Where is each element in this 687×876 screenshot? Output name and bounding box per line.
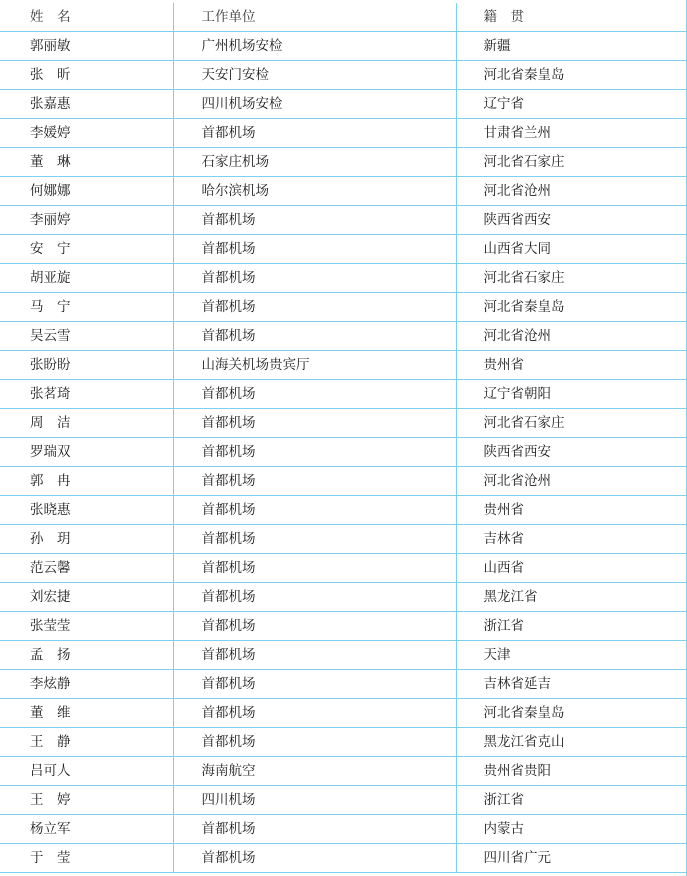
cell-workplace: 首都机场 bbox=[173, 525, 456, 554]
cell-workplace: 首都机场 bbox=[173, 322, 456, 351]
table-row bbox=[0, 235, 686, 264]
table-row bbox=[0, 496, 686, 525]
cell-workplace: 首都机场 bbox=[173, 467, 456, 496]
table-row bbox=[0, 293, 686, 322]
cell-hometown: 河北省石家庄 bbox=[456, 409, 686, 438]
cell-workplace: 首都机场 bbox=[173, 119, 456, 148]
cell-workplace: 首都机场 bbox=[173, 728, 456, 757]
table-row bbox=[0, 728, 686, 757]
table-row bbox=[0, 177, 686, 206]
table-row bbox=[0, 322, 686, 351]
cell-name: 张嘉惠 bbox=[0, 90, 173, 119]
roster-table bbox=[0, 3, 686, 873]
cell-hometown: 河北省石家庄 bbox=[456, 264, 686, 293]
header-row bbox=[0, 3, 686, 32]
table-row bbox=[0, 583, 686, 612]
table-row bbox=[0, 148, 686, 177]
cell-hometown: 河北省秦皇岛 bbox=[456, 699, 686, 728]
cell-workplace: 首都机场 bbox=[173, 264, 456, 293]
cell-hometown: 河北省沧州 bbox=[456, 322, 686, 351]
cell-name: 杨立军 bbox=[0, 815, 173, 844]
cell-name: 张莹莹 bbox=[0, 612, 173, 641]
cell-hometown: 天津 bbox=[456, 641, 686, 670]
table-row bbox=[0, 32, 686, 61]
cell-name: 范云馨 bbox=[0, 554, 173, 583]
table-row bbox=[0, 554, 686, 583]
table-row bbox=[0, 467, 686, 496]
cell-hometown: 河北省秦皇岛 bbox=[456, 61, 686, 90]
cell-workplace: 四川机场安检 bbox=[173, 90, 456, 119]
cell-name: 刘宏捷 bbox=[0, 583, 173, 612]
cell-workplace: 首都机场 bbox=[173, 496, 456, 525]
table-row bbox=[0, 670, 686, 699]
table-row bbox=[0, 757, 686, 786]
cell-name: 周 洁 bbox=[0, 409, 173, 438]
cell-name: 于 莹 bbox=[0, 844, 173, 873]
cell-hometown: 辽宁省 bbox=[456, 90, 686, 119]
cell-hometown: 吉林省 bbox=[456, 525, 686, 554]
cell-name: 王 婷 bbox=[0, 786, 173, 815]
cell-hometown: 辽宁省朝阳 bbox=[456, 380, 686, 409]
cell-name: 孟 扬 bbox=[0, 641, 173, 670]
cell-name: 吕可人 bbox=[0, 757, 173, 786]
cell-name: 何娜娜 bbox=[0, 177, 173, 206]
cell-name: 董 琳 bbox=[0, 148, 173, 177]
cell-name: 董 维 bbox=[0, 699, 173, 728]
cell-hometown: 内蒙古 bbox=[456, 815, 686, 844]
cell-hometown: 河北省秦皇岛 bbox=[456, 293, 686, 322]
cell-name: 郭 冉 bbox=[0, 467, 173, 496]
header-hometown: 籍 贯 bbox=[456, 3, 686, 32]
cell-workplace: 首都机场 bbox=[173, 670, 456, 699]
table-row bbox=[0, 90, 686, 119]
cell-workplace: 四川机场 bbox=[173, 786, 456, 815]
cell-name: 张 昕 bbox=[0, 61, 173, 90]
cell-hometown: 黑龙江省 bbox=[456, 583, 686, 612]
cell-hometown: 贵州省 bbox=[456, 351, 686, 380]
roster-body bbox=[0, 3, 686, 873]
cell-hometown: 吉林省延吉 bbox=[456, 670, 686, 699]
cell-name: 张晓惠 bbox=[0, 496, 173, 525]
cell-workplace: 首都机场 bbox=[173, 438, 456, 467]
cell-hometown: 浙江省 bbox=[456, 612, 686, 641]
table-row bbox=[0, 264, 686, 293]
cell-hometown: 贵州省贵阳 bbox=[456, 757, 686, 786]
cell-name: 孙 玥 bbox=[0, 525, 173, 554]
cell-name: 张茗琦 bbox=[0, 380, 173, 409]
cell-workplace: 首都机场 bbox=[173, 815, 456, 844]
cell-name: 郭丽敏 bbox=[0, 32, 173, 61]
table-row bbox=[0, 815, 686, 844]
cell-hometown: 新疆 bbox=[456, 32, 686, 61]
table-row bbox=[0, 525, 686, 554]
cell-name: 马 宁 bbox=[0, 293, 173, 322]
cell-workplace: 首都机场 bbox=[173, 554, 456, 583]
cell-name: 李炫静 bbox=[0, 670, 173, 699]
cell-workplace: 天安门安检 bbox=[173, 61, 456, 90]
cell-workplace: 石家庄机场 bbox=[173, 148, 456, 177]
table-row bbox=[0, 409, 686, 438]
cell-name: 张盼盼 bbox=[0, 351, 173, 380]
cell-workplace: 首都机场 bbox=[173, 235, 456, 264]
table-row bbox=[0, 206, 686, 235]
cell-hometown: 陕西省西安 bbox=[456, 206, 686, 235]
cell-hometown: 山西省 bbox=[456, 554, 686, 583]
cell-workplace: 首都机场 bbox=[173, 293, 456, 322]
cell-hometown: 贵州省 bbox=[456, 496, 686, 525]
cell-workplace: 广州机场安检 bbox=[173, 32, 456, 61]
cell-name: 王 静 bbox=[0, 728, 173, 757]
table-row bbox=[0, 61, 686, 90]
cell-hometown: 四川省广元 bbox=[456, 844, 686, 873]
cell-workplace: 首都机场 bbox=[173, 844, 456, 873]
table-row bbox=[0, 786, 686, 815]
cell-name: 安 宁 bbox=[0, 235, 173, 264]
cell-workplace: 首都机场 bbox=[173, 583, 456, 612]
table-row bbox=[0, 612, 686, 641]
header-workplace: 工作单位 bbox=[173, 3, 456, 32]
cell-name: 罗瑞双 bbox=[0, 438, 173, 467]
table-row bbox=[0, 351, 686, 380]
table-row bbox=[0, 699, 686, 728]
table-row bbox=[0, 380, 686, 409]
cell-name: 吴云雪 bbox=[0, 322, 173, 351]
cell-workplace: 山海关机场贵宾厅 bbox=[173, 351, 456, 380]
cell-hometown: 河北省石家庄 bbox=[456, 148, 686, 177]
cell-name: 李丽婷 bbox=[0, 206, 173, 235]
cell-hometown: 河北省沧州 bbox=[456, 177, 686, 206]
cell-workplace: 首都机场 bbox=[173, 699, 456, 728]
cell-workplace: 哈尔滨机场 bbox=[173, 177, 456, 206]
cell-workplace: 首都机场 bbox=[173, 641, 456, 670]
cell-hometown: 陕西省西安 bbox=[456, 438, 686, 467]
cell-name: 李媛婷 bbox=[0, 119, 173, 148]
header-name: 姓 名 bbox=[0, 3, 173, 32]
cell-hometown: 浙江省 bbox=[456, 786, 686, 815]
cell-hometown: 黑龙江省克山 bbox=[456, 728, 686, 757]
table-row bbox=[0, 641, 686, 670]
cell-hometown: 山西省大同 bbox=[456, 235, 686, 264]
table-row bbox=[0, 438, 686, 467]
cell-workplace: 海南航空 bbox=[173, 757, 456, 786]
cell-workplace: 首都机场 bbox=[173, 380, 456, 409]
cell-hometown: 河北省沧州 bbox=[456, 467, 686, 496]
cell-workplace: 首都机场 bbox=[173, 206, 456, 235]
table-row bbox=[0, 844, 686, 873]
cell-name: 胡亚旋 bbox=[0, 264, 173, 293]
cell-workplace: 首都机场 bbox=[173, 409, 456, 438]
cell-workplace: 首都机场 bbox=[173, 612, 456, 641]
table-row bbox=[0, 119, 686, 148]
cell-hometown: 甘肃省兰州 bbox=[456, 119, 686, 148]
